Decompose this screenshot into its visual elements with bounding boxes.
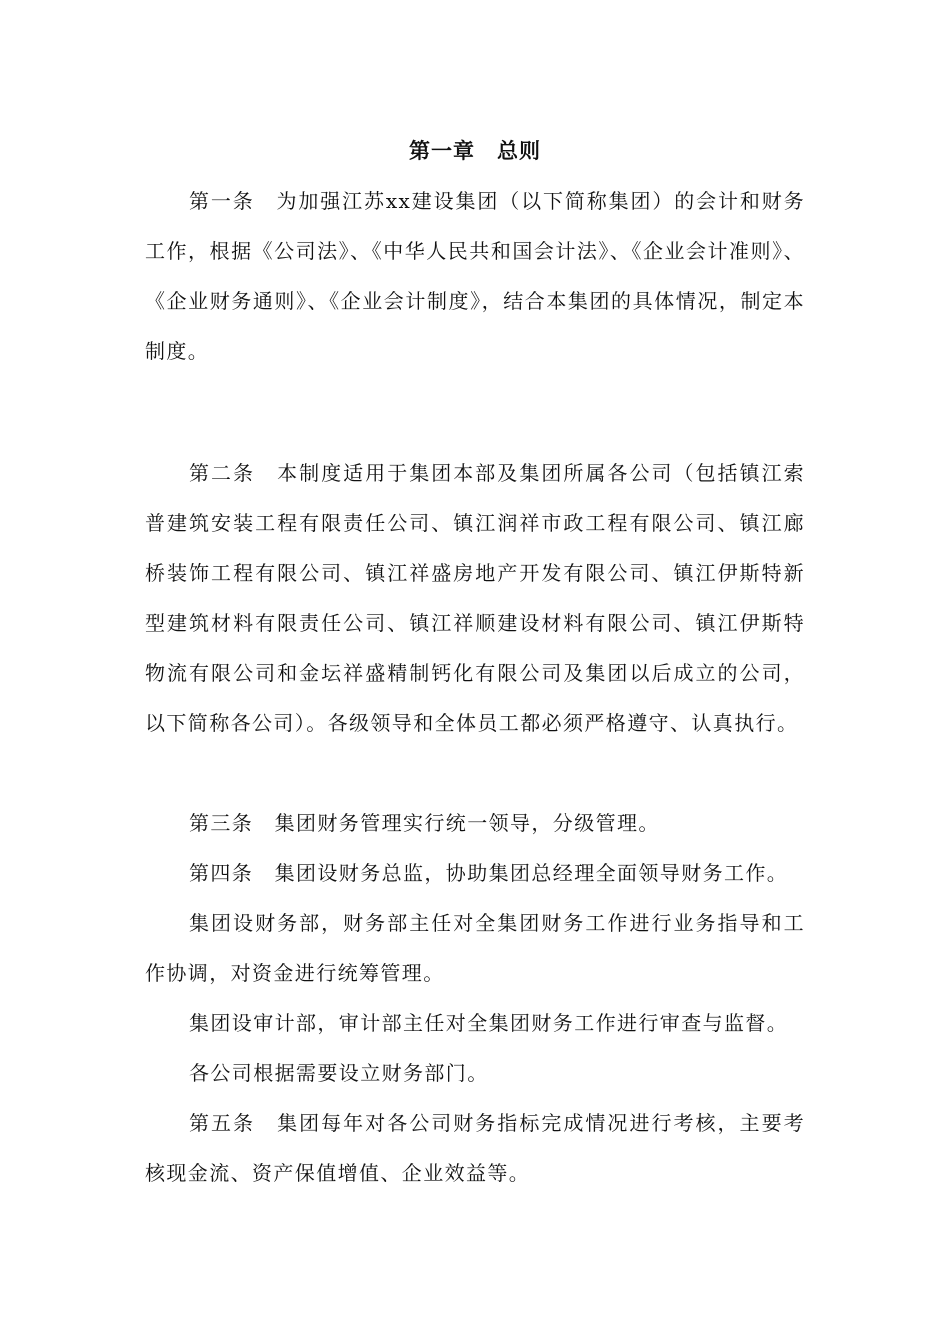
article-3-paragraph: 第三条 集团财务管理实行统一领导，分级管理。 <box>189 811 660 835</box>
article-2-paragraph: 第二条 本制度适用于集团本部及集团所属各公司（包括镇江索普建筑安装工程有限责任公司、镇江润祥市政工程有限公司、镇江廊桥装饰工程有限公司、镇江祥盛房地产开发有限公司、镇江伊斯特新型建筑材料有限责任公司、镇江祥顺建设材料有限公司、镇江伊斯特物流有限公司和金坛祥盛精制钙化有限公司及集团以后成立的公司，以下简称各公司）。各级领导和全体员工都必须严格遵守、认真执行。 <box>145 461 805 735</box>
chapter-title: 第一章 总则 <box>409 139 541 163</box>
audit-department-paragraph: 集团设审计部，审计部主任对全集团财务工作进行审查与监督。 <box>189 1011 789 1035</box>
article-4-paragraph: 第四条 集团设财务总监，协助集团总经理全面领导财务工作。 <box>189 861 789 885</box>
article-1-paragraph: 第一条 为加强江苏xx建设集团（以下简称集团）的会计和财务工作，根据《公司法》、《中华人民共和国会计法》、《企业会计准则》、《企业财务通则》、《企业会计制度》，结合本集团的具体情况，制定本制度。 <box>145 189 805 363</box>
article-5-paragraph: 第五条 集团每年对各公司财务指标完成情况进行考核，主要考核现金流、资产保值增值、企业效益等。 <box>145 1111 805 1185</box>
company-finance-paragraph: 各公司根据需要设立财务部门。 <box>189 1061 489 1085</box>
finance-department-paragraph: 集团设财务部，财务部主任对全集团财务工作进行业务指导和工作协调，对资金进行统筹管理。 <box>145 911 805 985</box>
